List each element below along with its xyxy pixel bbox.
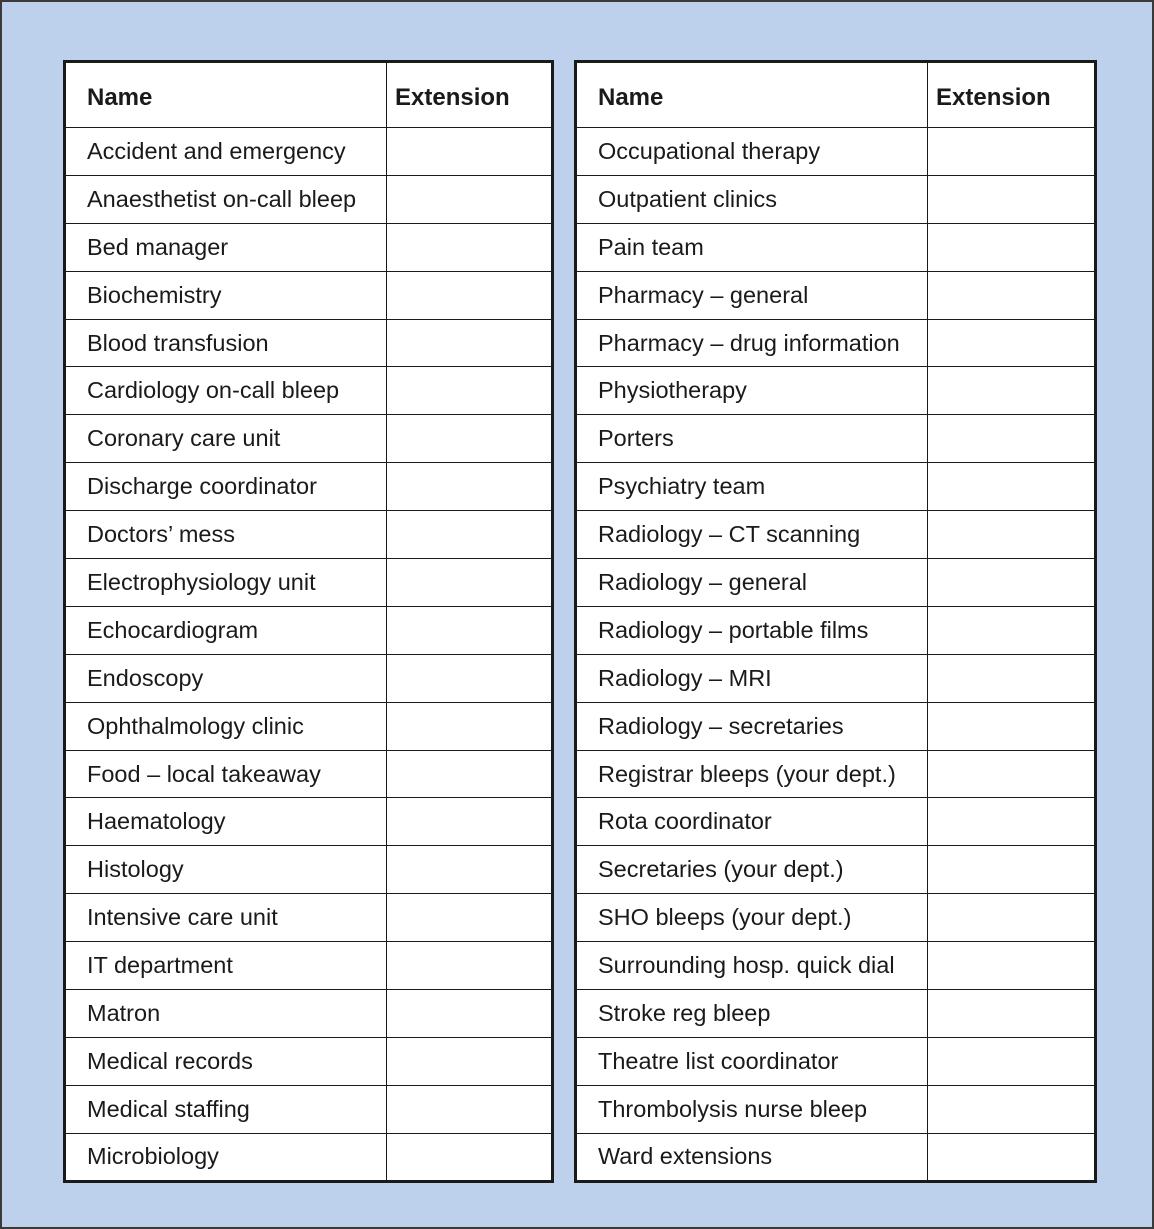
row-name-cell: Radiology – general bbox=[576, 559, 928, 607]
row-name-cell: Intensive care unit bbox=[65, 894, 387, 942]
table-row bbox=[65, 319, 553, 367]
row-name-cell: Psychiatry team bbox=[576, 463, 928, 511]
row-name-cell: Biochemistry bbox=[65, 271, 387, 319]
table-row bbox=[576, 894, 1096, 942]
row-extension-cell[interactable] bbox=[928, 1133, 1096, 1181]
table-body bbox=[576, 128, 1096, 1182]
row-name-cell: Electrophysiology unit bbox=[65, 559, 387, 607]
row-extension-cell[interactable] bbox=[928, 128, 1096, 176]
row-name-cell: Microbiology bbox=[65, 1133, 387, 1181]
table-row bbox=[65, 463, 553, 511]
row-name-cell: Ward extensions bbox=[576, 1133, 928, 1181]
row-name-cell: Pharmacy – drug information bbox=[576, 319, 928, 367]
row-extension-cell[interactable] bbox=[928, 894, 1096, 942]
row-name-cell: Medical records bbox=[65, 1037, 387, 1085]
row-name-cell: Porters bbox=[576, 415, 928, 463]
extension-column-header: Extension bbox=[928, 62, 1096, 128]
row-name-cell: Medical staffing bbox=[65, 1085, 387, 1133]
row-name-cell: Pharmacy – general bbox=[576, 271, 928, 319]
row-name-cell: Matron bbox=[65, 990, 387, 1038]
table-row bbox=[576, 319, 1096, 367]
table-row bbox=[65, 846, 553, 894]
row-extension-cell[interactable] bbox=[928, 654, 1096, 702]
row-extension-cell[interactable] bbox=[387, 846, 553, 894]
row-extension-cell[interactable] bbox=[387, 128, 553, 176]
table-row bbox=[576, 990, 1096, 1038]
table-row bbox=[576, 415, 1096, 463]
table-row bbox=[65, 128, 553, 176]
table-row bbox=[576, 1085, 1096, 1133]
table-row bbox=[576, 511, 1096, 559]
table-row bbox=[576, 1133, 1096, 1181]
row-extension-cell[interactable] bbox=[387, 223, 553, 271]
row-name-cell: Registrar bleeps (your dept.) bbox=[576, 750, 928, 798]
row-extension-cell[interactable] bbox=[387, 463, 553, 511]
row-extension-cell[interactable] bbox=[387, 319, 553, 367]
table-row bbox=[65, 798, 553, 846]
row-extension-cell[interactable] bbox=[387, 415, 553, 463]
table-row bbox=[576, 702, 1096, 750]
table-row bbox=[576, 367, 1096, 415]
table-body bbox=[65, 128, 553, 1182]
extensions-table-right bbox=[574, 60, 1097, 1183]
row-extension-cell[interactable] bbox=[928, 846, 1096, 894]
table-row bbox=[576, 846, 1096, 894]
table-row bbox=[576, 463, 1096, 511]
row-name-cell: Theatre list coordinator bbox=[576, 1037, 928, 1085]
row-name-cell: IT department bbox=[65, 942, 387, 990]
row-extension-cell[interactable] bbox=[387, 559, 553, 607]
row-name-cell: Histology bbox=[65, 846, 387, 894]
row-extension-cell[interactable] bbox=[928, 271, 1096, 319]
table-row bbox=[65, 606, 553, 654]
row-name-cell: Bed manager bbox=[65, 223, 387, 271]
row-name-cell: Cardiology on-call bleep bbox=[65, 367, 387, 415]
row-extension-cell[interactable] bbox=[387, 942, 553, 990]
row-extension-cell[interactable] bbox=[387, 1133, 553, 1181]
table-row bbox=[576, 128, 1096, 176]
row-extension-cell[interactable] bbox=[387, 511, 553, 559]
row-extension-cell[interactable] bbox=[928, 702, 1096, 750]
table-row bbox=[65, 942, 553, 990]
row-name-cell: Haematology bbox=[65, 798, 387, 846]
row-name-cell: Occupational therapy bbox=[576, 128, 928, 176]
table-header-row bbox=[65, 62, 553, 128]
row-extension-cell[interactable] bbox=[387, 990, 553, 1038]
row-extension-cell[interactable] bbox=[387, 271, 553, 319]
row-extension-cell[interactable] bbox=[928, 367, 1096, 415]
name-column-header: Name bbox=[576, 62, 928, 128]
row-extension-cell[interactable] bbox=[387, 654, 553, 702]
table-row bbox=[65, 894, 553, 942]
row-extension-cell[interactable] bbox=[387, 894, 553, 942]
row-extension-cell[interactable] bbox=[387, 1085, 553, 1133]
row-extension-cell[interactable] bbox=[928, 1037, 1096, 1085]
row-extension-cell[interactable] bbox=[387, 367, 553, 415]
table-row bbox=[65, 367, 553, 415]
table-row bbox=[65, 223, 553, 271]
table-row bbox=[576, 559, 1096, 607]
row-name-cell: Physiotherapy bbox=[576, 367, 928, 415]
row-name-cell: Stroke reg bleep bbox=[576, 990, 928, 1038]
row-name-cell: Anaesthetist on-call bleep bbox=[65, 175, 387, 223]
row-name-cell: Discharge coordinator bbox=[65, 463, 387, 511]
row-extension-cell[interactable] bbox=[928, 223, 1096, 271]
row-name-cell: Pain team bbox=[576, 223, 928, 271]
table-row bbox=[65, 1037, 553, 1085]
row-name-cell: Secretaries (your dept.) bbox=[576, 846, 928, 894]
table-row bbox=[65, 271, 553, 319]
table-row bbox=[65, 1133, 553, 1181]
row-extension-cell[interactable] bbox=[387, 702, 553, 750]
table-row bbox=[576, 798, 1096, 846]
table-row bbox=[576, 750, 1096, 798]
row-name-cell: SHO bleeps (your dept.) bbox=[576, 894, 928, 942]
row-extension-cell[interactable] bbox=[928, 750, 1096, 798]
table-row bbox=[576, 606, 1096, 654]
table-row bbox=[65, 511, 553, 559]
row-name-cell: Coronary care unit bbox=[65, 415, 387, 463]
table-row bbox=[65, 750, 553, 798]
table-row bbox=[65, 175, 553, 223]
row-name-cell: Surrounding hosp. quick dial bbox=[576, 942, 928, 990]
table-row bbox=[576, 271, 1096, 319]
row-extension-cell[interactable] bbox=[928, 606, 1096, 654]
row-extension-cell[interactable] bbox=[387, 798, 553, 846]
row-name-cell: Food – local takeaway bbox=[65, 750, 387, 798]
row-name-cell: Outpatient clinics bbox=[576, 175, 928, 223]
row-extension-cell[interactable] bbox=[387, 606, 553, 654]
row-extension-cell[interactable] bbox=[928, 942, 1096, 990]
row-name-cell: Blood transfusion bbox=[65, 319, 387, 367]
row-extension-cell[interactable] bbox=[928, 511, 1096, 559]
row-extension-cell[interactable] bbox=[928, 319, 1096, 367]
row-extension-cell[interactable] bbox=[928, 559, 1096, 607]
table-row bbox=[576, 942, 1096, 990]
row-name-cell: Radiology – MRI bbox=[576, 654, 928, 702]
table-row bbox=[576, 175, 1096, 223]
extensions-table-left bbox=[63, 60, 554, 1183]
table-row bbox=[65, 702, 553, 750]
extension-column-header: Extension bbox=[387, 62, 553, 128]
table-row bbox=[576, 223, 1096, 271]
table-row bbox=[65, 415, 553, 463]
row-extension-cell[interactable] bbox=[928, 175, 1096, 223]
table-row bbox=[65, 990, 553, 1038]
row-name-cell: Rota coordinator bbox=[576, 798, 928, 846]
row-name-cell: Radiology – secretaries bbox=[576, 702, 928, 750]
row-name-cell: Ophthalmology clinic bbox=[65, 702, 387, 750]
table-row bbox=[65, 559, 553, 607]
row-name-cell: Radiology – portable films bbox=[576, 606, 928, 654]
row-name-cell: Doctors’ mess bbox=[65, 511, 387, 559]
row-name-cell: Accident and emergency bbox=[65, 128, 387, 176]
row-extension-cell[interactable] bbox=[928, 1085, 1096, 1133]
name-column-header: Name bbox=[65, 62, 387, 128]
table-row bbox=[576, 1037, 1096, 1085]
row-name-cell: Thrombolysis nurse bleep bbox=[576, 1085, 928, 1133]
row-extension-cell[interactable] bbox=[387, 175, 553, 223]
row-name-cell: Radiology – CT scanning bbox=[576, 511, 928, 559]
table-row bbox=[65, 654, 553, 702]
row-extension-cell[interactable] bbox=[928, 415, 1096, 463]
row-extension-cell[interactable] bbox=[387, 750, 553, 798]
table-row bbox=[576, 654, 1096, 702]
row-name-cell: Echocardiogram bbox=[65, 606, 387, 654]
row-name-cell: Endoscopy bbox=[65, 654, 387, 702]
table-row bbox=[65, 1085, 553, 1133]
table-header-row bbox=[576, 62, 1096, 128]
row-extension-cell[interactable] bbox=[928, 798, 1096, 846]
row-extension-cell[interactable] bbox=[928, 463, 1096, 511]
row-extension-cell[interactable] bbox=[928, 990, 1096, 1038]
row-extension-cell[interactable] bbox=[387, 1037, 553, 1085]
